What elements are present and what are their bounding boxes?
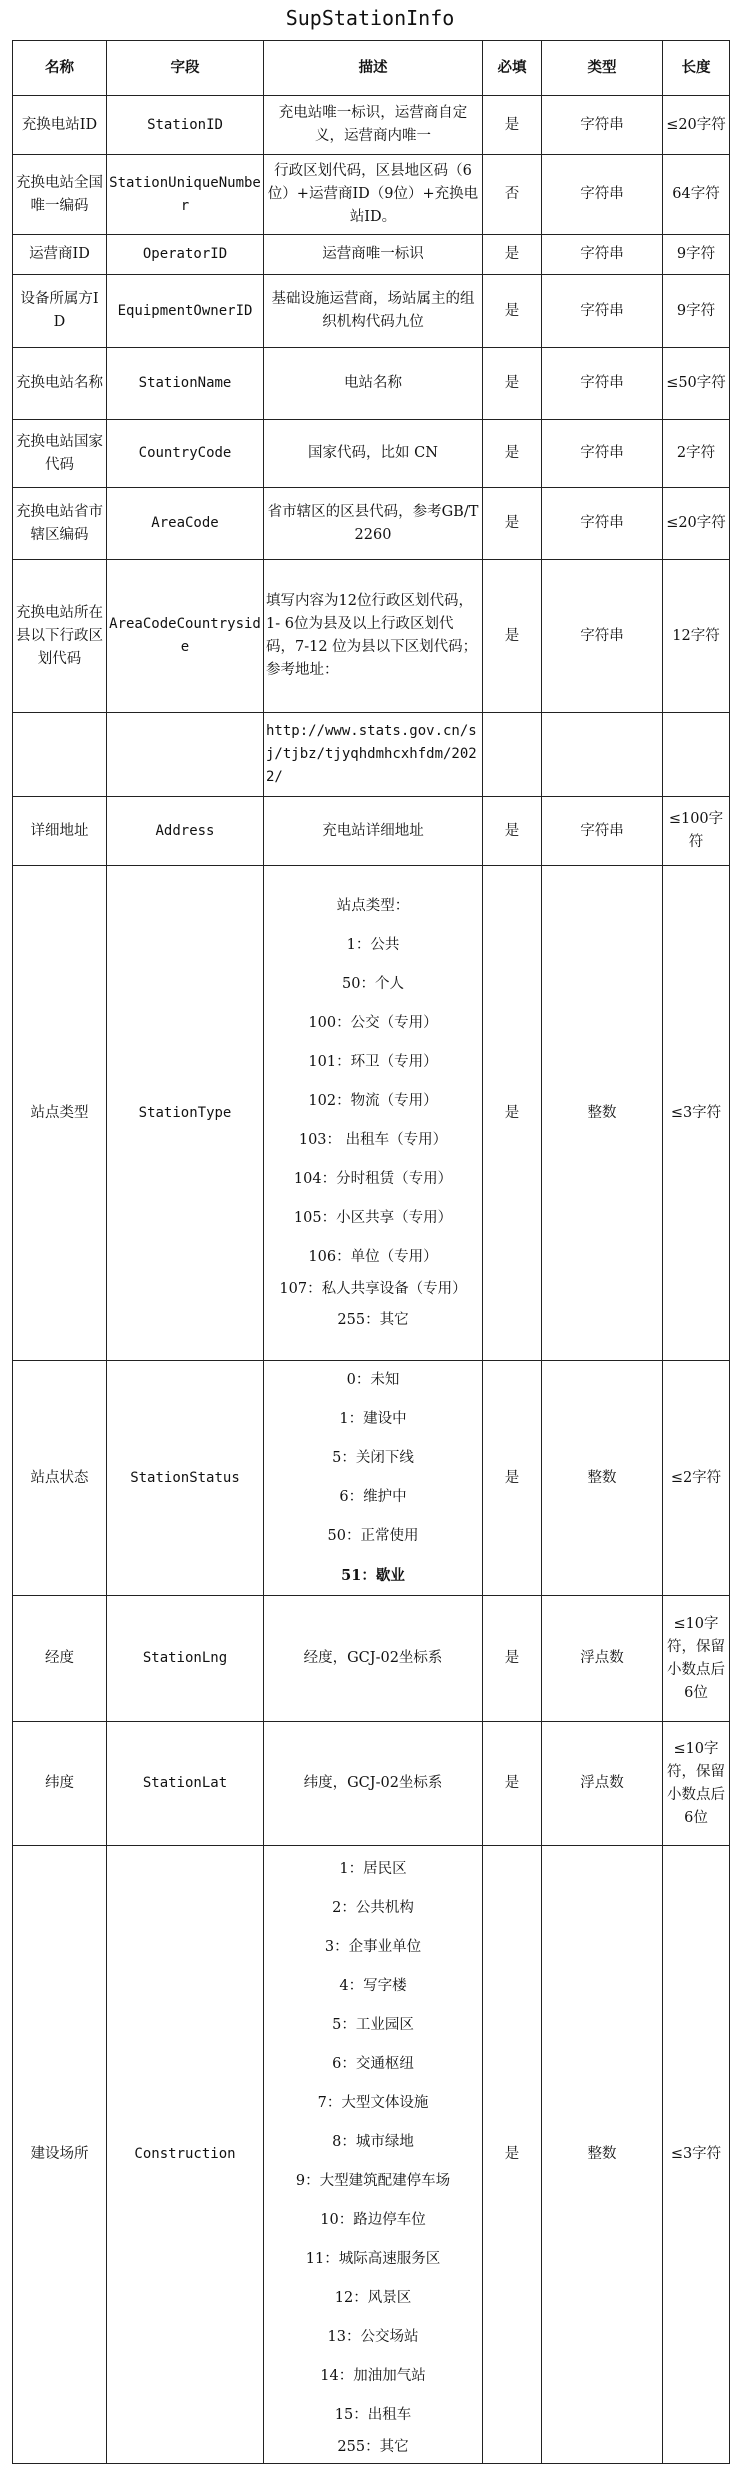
cell-length: [663, 713, 730, 797]
cell-name: 设备所属方ID: [13, 275, 107, 348]
table-row: [13, 1722, 730, 1846]
option-item: 15：出租车: [334, 2407, 412, 2423]
cell-required: 是: [483, 560, 542, 713]
spec-table: [12, 40, 730, 2464]
table-row: [13, 713, 730, 797]
cell-length: ≤20字符: [663, 488, 730, 560]
cell-field: StationType: [107, 866, 264, 1361]
cell-name: 站点状态: [13, 1361, 107, 1596]
cell-required: 是: [483, 866, 542, 1361]
cell-type: 整数: [542, 1846, 663, 2464]
cell-desc-options: [264, 1361, 483, 1596]
cell-name: 充换电站ID: [13, 96, 107, 155]
cell-length: ≤10字符，保留小数点后6位: [663, 1722, 730, 1846]
option-item: 10：路边停车位: [320, 2212, 426, 2228]
cell-length: 9字符: [663, 275, 730, 348]
cell-name: 建设场所: [13, 1846, 107, 2464]
option-item: 100：公交（专用）: [308, 1014, 438, 1031]
cell-desc: 电站名称: [264, 348, 483, 420]
cell-desc: 充电站唯一标识，运营商自定义，运营商内唯一: [264, 96, 483, 155]
option-item: 5：工业园区: [332, 2017, 414, 2033]
cell-required: 是: [483, 96, 542, 155]
cell-type: 整数: [542, 866, 663, 1361]
cell-length: ≤100字符: [663, 797, 730, 866]
table-row: [13, 488, 730, 560]
cell-type: [542, 713, 663, 797]
cell-name: 站点类型: [13, 866, 107, 1361]
table-row: [13, 1596, 730, 1722]
cell-length: ≤20字符: [663, 96, 730, 155]
cell-desc: 行政区划代码，区县地区码（6位）+运营商ID（9位）+充换电站ID。: [264, 155, 483, 235]
cell-length: 9字符: [663, 235, 730, 275]
header-required: 必填: [483, 41, 542, 96]
cell-field: StationLng: [107, 1596, 264, 1722]
table-row: [13, 235, 730, 275]
table-row: [13, 420, 730, 488]
option-item: 5：关闭下线: [332, 1450, 414, 1466]
cell-name: 纬度: [13, 1722, 107, 1846]
cell-name: 充换电站名称: [13, 348, 107, 420]
cell-name: 充换电站所在县以下行政区划代码: [13, 560, 107, 713]
option-item: 6：维护中: [339, 1489, 407, 1505]
cell-type: 字符串: [542, 420, 663, 488]
table-row: [13, 348, 730, 420]
cell-desc: 运营商唯一标识: [264, 235, 483, 275]
cell-required: [483, 713, 542, 797]
table-row: [13, 275, 730, 348]
option-item: 14：加油加气站: [320, 2368, 426, 2384]
cell-length: ≤50字符: [663, 348, 730, 420]
cell-type: 字符串: [542, 488, 663, 560]
cell-field: [107, 713, 264, 797]
cell-field: StationUniqueNumber: [107, 155, 264, 235]
cell-desc: 纬度，GCJ-02坐标系: [264, 1722, 483, 1846]
cell-field: StationName: [107, 348, 264, 420]
option-item: 107：私人共享设备（专用）: [279, 1280, 467, 1297]
option-item: 2：公共机构: [332, 1900, 414, 1916]
cell-required: 是: [483, 235, 542, 275]
cell-required: 是: [483, 348, 542, 420]
option-item: 6：交通枢纽: [332, 2056, 414, 2072]
header-row: [13, 41, 730, 96]
cell-type: 字符串: [542, 797, 663, 866]
option-item: 9：大型建筑配建停车场: [295, 2173, 451, 2189]
cell-length: 64字符: [663, 155, 730, 235]
cell-type: 整数: [542, 1361, 663, 1596]
cell-field: Address: [107, 797, 264, 866]
header-name: 名称: [13, 41, 107, 96]
option-item: 104：分时租赁（专用）: [293, 1170, 453, 1187]
header-desc: 描述: [264, 41, 483, 96]
option-item: 13：公交场站: [327, 2329, 419, 2345]
cell-field: StationStatus: [107, 1361, 264, 1596]
cell-name: 经度: [13, 1596, 107, 1722]
cell-length: ≤10字符，保留小数点后6位: [663, 1596, 730, 1722]
cell-required: 是: [483, 488, 542, 560]
cell-required: 是: [483, 1596, 542, 1722]
header-field: 字段: [107, 41, 264, 96]
cell-field: AreaCode: [107, 488, 264, 560]
option-item: 11：城际高速服务区: [305, 2251, 441, 2267]
table-row: [13, 560, 730, 713]
option-item: 255：其它: [337, 1311, 409, 1328]
cell-field: CountryCode: [107, 420, 264, 488]
option-item: 51：歇业: [341, 1567, 405, 1584]
header-type: 类型: [542, 41, 663, 96]
cell-required: 否: [483, 155, 542, 235]
option-item: 103： 出租车（专用）: [298, 1131, 448, 1148]
cell-desc: 基础设施运营商，场站属主的组织机构代码九位: [264, 275, 483, 348]
header-length: 长度: [663, 41, 730, 96]
cell-desc-options: [264, 866, 483, 1361]
cell-desc: 省市辖区的区县代码，参考GB/T 2260: [264, 488, 483, 560]
cell-field: OperatorID: [107, 235, 264, 275]
cell-length: ≤2字符: [663, 1361, 730, 1596]
cell-name: [13, 713, 107, 797]
cell-length: 12字符: [663, 560, 730, 713]
option-item: 255：其它: [337, 2439, 409, 2455]
option-item: 3：企事业单位: [324, 1939, 422, 1955]
cell-required: 是: [483, 420, 542, 488]
option-item: 7：大型文体设施: [317, 2095, 429, 2111]
cell-required: 是: [483, 1361, 542, 1596]
option-item: 50：个人: [342, 975, 404, 992]
cell-field: EquipmentOwnerID: [107, 275, 264, 348]
cell-required: 是: [483, 797, 542, 866]
option-item: 12：风景区: [334, 2290, 412, 2306]
option-item: 4：写字楼: [339, 1978, 407, 1994]
option-item: 站点类型：: [336, 897, 410, 914]
option-item: 105：小区共享（专用）: [293, 1209, 453, 1226]
cell-type: 字符串: [542, 96, 663, 155]
table-row: [13, 866, 730, 1361]
cell-desc: 国家代码，比如 CN: [264, 420, 483, 488]
cell-name: 充换电站国家代码: [13, 420, 107, 488]
cell-length: ≤3字符: [663, 1846, 730, 2464]
page-title: SupStationInfo: [285, 6, 455, 30]
cell-type: 浮点数: [542, 1596, 663, 1722]
cell-desc: 充电站详细地址: [264, 797, 483, 866]
table-row: [13, 797, 730, 866]
option-item: 106：单位（专用）: [308, 1248, 438, 1265]
cell-name: 详细地址: [13, 797, 107, 866]
cell-length: ≤3字符: [663, 866, 730, 1361]
option-item: 50：正常使用: [327, 1528, 419, 1544]
cell-type: 字符串: [542, 560, 663, 713]
cell-type: 字符串: [542, 275, 663, 348]
cell-name: 运营商ID: [13, 235, 107, 275]
option-item: 101：环卫（专用）: [308, 1053, 438, 1070]
table-row: [13, 96, 730, 155]
cell-field: Construction: [107, 1846, 264, 2464]
cell-required: 是: [483, 1722, 542, 1846]
cell-field: StationID: [107, 96, 264, 155]
cell-required: 是: [483, 1846, 542, 2464]
cell-name: 充换电站全国唯一编码: [13, 155, 107, 235]
cell-name: 充换电站省市辖区编码: [13, 488, 107, 560]
cell-field: AreaCodeCountryside: [107, 560, 264, 713]
table-row: [13, 155, 730, 235]
table-row: [13, 1361, 730, 1596]
cell-field: StationLat: [107, 1722, 264, 1846]
table-row: [13, 1846, 730, 2464]
option-item: 1：居民区: [339, 1861, 407, 1877]
cell-desc: 填写内容为12位行政区划代码，1- 6位为县及以上行政区划代码，7-12 位为县以下区划代码；参考地址：: [264, 560, 483, 713]
cell-desc-options: [264, 1846, 483, 2464]
option-item: 1：公共: [346, 936, 400, 953]
cell-required: 是: [483, 275, 542, 348]
cell-desc: 经度，GCJ-02坐标系: [264, 1596, 483, 1722]
cell-type: 字符串: [542, 348, 663, 420]
cell-desc-url: http://www.stats.gov.cn/sj/tjbz/tjyqhdmhcxhfdm/2022/: [264, 713, 483, 797]
option-item: 102：物流（专用）: [308, 1092, 438, 1109]
cell-type: 字符串: [542, 235, 663, 275]
option-item: 1：建设中: [339, 1411, 407, 1427]
option-item: 0：未知: [346, 1372, 400, 1388]
option-item: 8：城市绿地: [332, 2134, 414, 2150]
cell-length: 2字符: [663, 420, 730, 488]
cell-type: 字符串: [542, 155, 663, 235]
cell-type: 浮点数: [542, 1722, 663, 1846]
